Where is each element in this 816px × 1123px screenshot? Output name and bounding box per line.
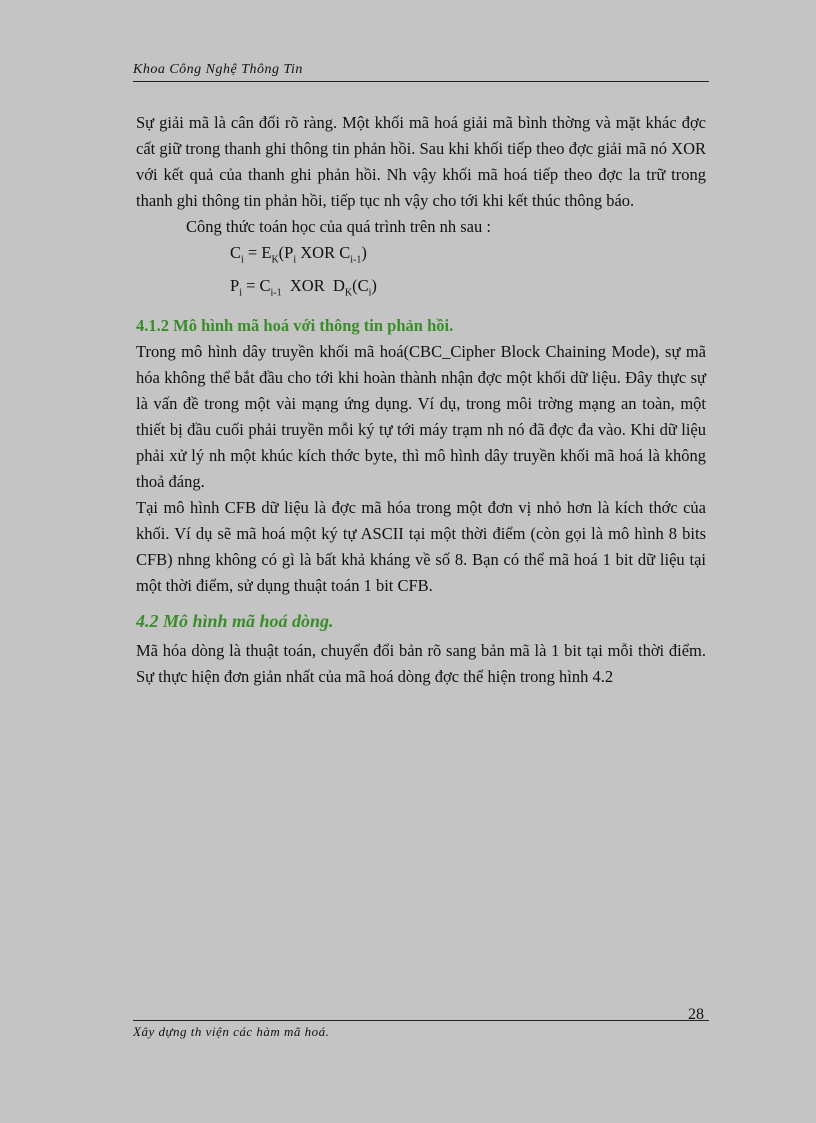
page-header: Khoa Công Nghệ Thông Tin bbox=[133, 62, 709, 82]
paragraph-cbc: Trong mô hình dây truyền khối mã hoá(CBC_Cipher Block Chaining Mode), sự mã hóa không thể bắt đầu cho tới khi hoàn thành nhận đợc một khối dữ liệu. Đây thực sự là vấn đề trong một vài mạng ứng dụng. Ví dụ, trong môi trờng mạng an toàn, một thiết bị đầu cuối phải truyền mỗi ký tự tới máy trạm nh nó đã đợc đa vào. Khi dữ liệu phải xử lý nh một khúc kích thớc byte, thì mô hình dây truyền khối mã hoá là không thoả đáng. bbox=[136, 341, 706, 491]
page-number: 28 bbox=[688, 1006, 704, 1023]
page-footer: Xây dựng th viện các hàm mã hoá. bbox=[133, 1024, 330, 1039]
paragraph-cfb: Tại mô hình CFB dữ liệu là đợc mã hóa trong một đơn vị nhỏ hơn là kích thớc của khối. Ví dụ sẽ mã hoá một ký tự ASCII tại một thời điểm (còn gọi là mô hình 8 bits CFB) nhng không có gì là bất khả kháng về số 8. Bạn có thể mã hoá 1 bit dữ liệu tại một thời điểm, sử dụng thuật toán 1 bit CFB. bbox=[136, 497, 706, 595]
paragraph-decryption: Sự giải mã là cân đối rõ ràng. Một khối mã hoá giải mã bình thờng và mặt khác đợc cất giữ trong thanh ghi thông tin phản hồi. Sau khi khối tiếp theo đợc giải mã nó XOR với kết quả của thanh ghi phản hồi. Nh vậy khối mã hoá tiếp theo đợc la trữ trong thanh ghi thông tin phản hồi, tiếp tục nh vậy cho tới khi kết thúc thông báo. bbox=[136, 113, 706, 210]
paragraph-formula-intro: Công thức toán học của quá trình trên nh sau : bbox=[186, 217, 491, 236]
footer-divider bbox=[133, 1020, 709, 1021]
page-content bbox=[136, 110, 706, 690]
paragraph-stream-cipher: Mã hóa dòng là thuật toán, chuyển đổi bản rõ sang bản mã là 1 bit tại mỗi thời điểm. Sự thực hiện đơn giản nhất của mã hoá dòng đợc thể hiện trong hình 4.2 bbox=[136, 640, 706, 686]
section-heading-4-2: 4.2 Mô hình mã hoá dòng. bbox=[136, 610, 334, 631]
formula-encrypt: $C_i = E_K(P_i$ XOR $C_{i-1}$) bbox=[230, 243, 367, 266]
section-heading-4-1-2: 4.1.2 Mô hình mã hoá với thông tin phản hồi. bbox=[136, 315, 454, 335]
formula-decrypt: $P_i = C_{i-1}$ XOR $D_K(C_i)$ bbox=[230, 276, 377, 299]
